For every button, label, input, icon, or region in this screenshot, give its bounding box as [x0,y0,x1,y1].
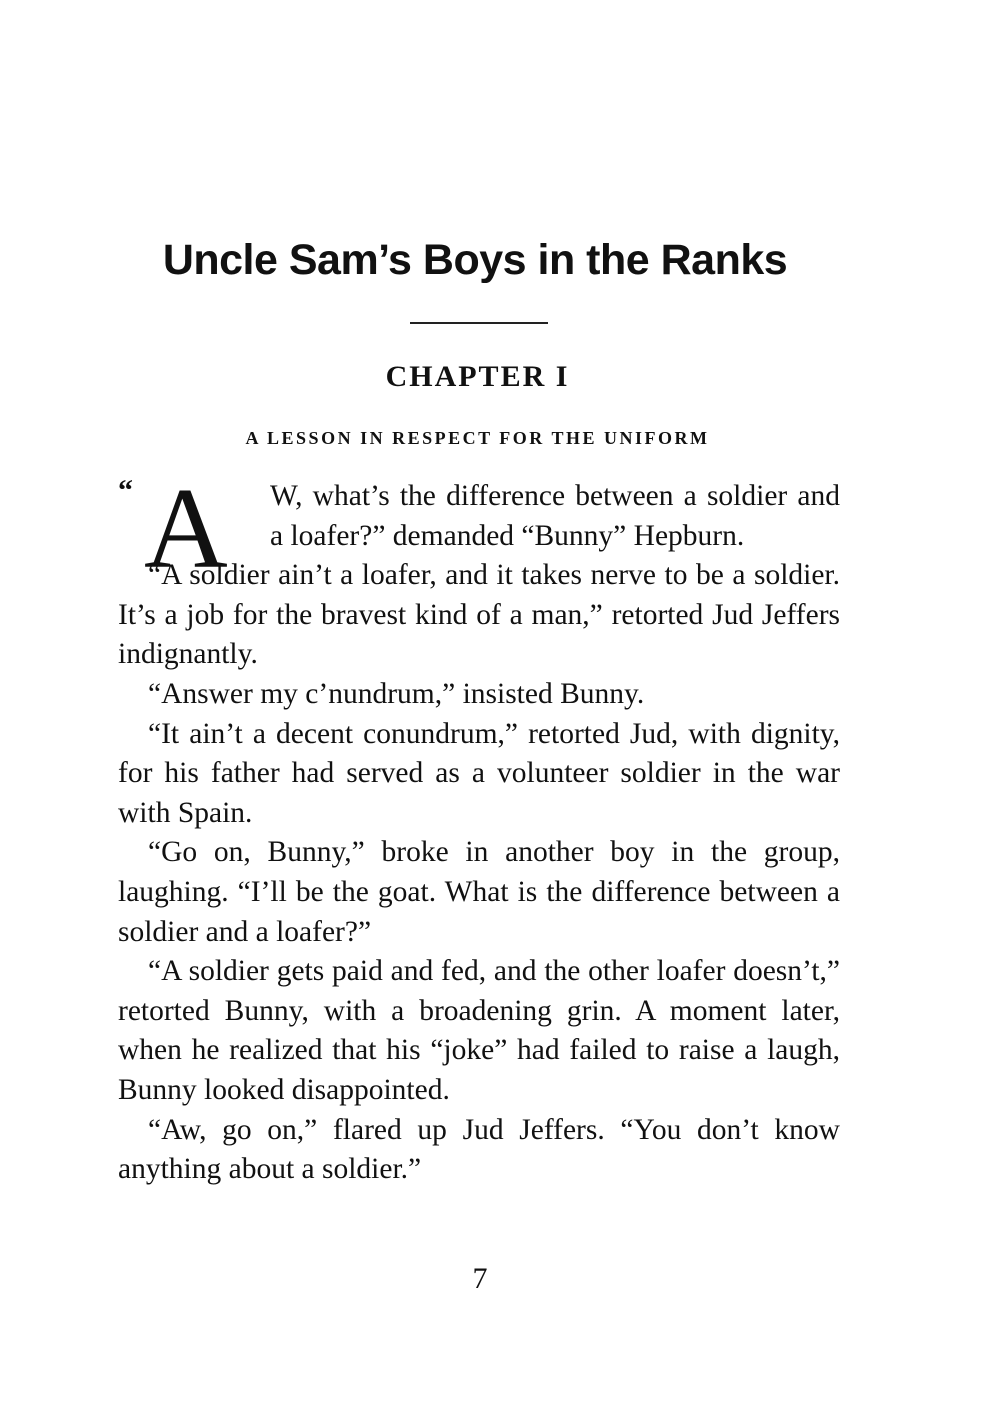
paragraph: “Aw, go on,” flared up Jud Jeffers. “You don’t know anything about a soldier.” [118,1113,840,1186]
body-text [118,465,840,1190]
paragraph: “A soldier ain’t a loafer, and it takes nerve to be a soldier. It’s a job for the bravest kind of a man,” retorted Jud Jeffers indignantly. [118,559,840,671]
opening-text: W, what’s the difference between a soldier and a loafer?” demanded “Bunny” Hepburn. [270,480,840,552]
drop-cap: A [144,465,228,593]
opening-quote-mark: “ [118,474,133,507]
opening-paragraph [118,465,840,593]
title-divider [410,322,548,324]
page-number: 7 [472,1262,488,1295]
chapter-subtitle: A LESSON IN RESPECT FOR THE UNIFORM [245,428,710,448]
paragraph: “Answer my c’nundrum,” insisted Bunny. [148,677,645,710]
paragraph: “Go on, Bunny,” broke in another boy in the group, laughing. “I’ll be the goat. What is the difference between a soldier and a loafer?” [118,836,840,948]
paragraph: “A soldier gets paid and fed, and the other loafer doesn’t,” retorted Bunny, with a broadening grin. A moment later, when he realized that his “joke” had failed to raise a laugh, Bunny looked disappointed. [118,955,840,1106]
paragraph: “It ain’t a decent conundrum,” retorted Jud, with dignity, for his father had served as a volunteer soldier in the war with Spain. [118,717,840,829]
book-title: Uncle Sam’s Boys in the Ranks [162,236,788,284]
chapter-heading: CHAPTER I [385,360,570,393]
